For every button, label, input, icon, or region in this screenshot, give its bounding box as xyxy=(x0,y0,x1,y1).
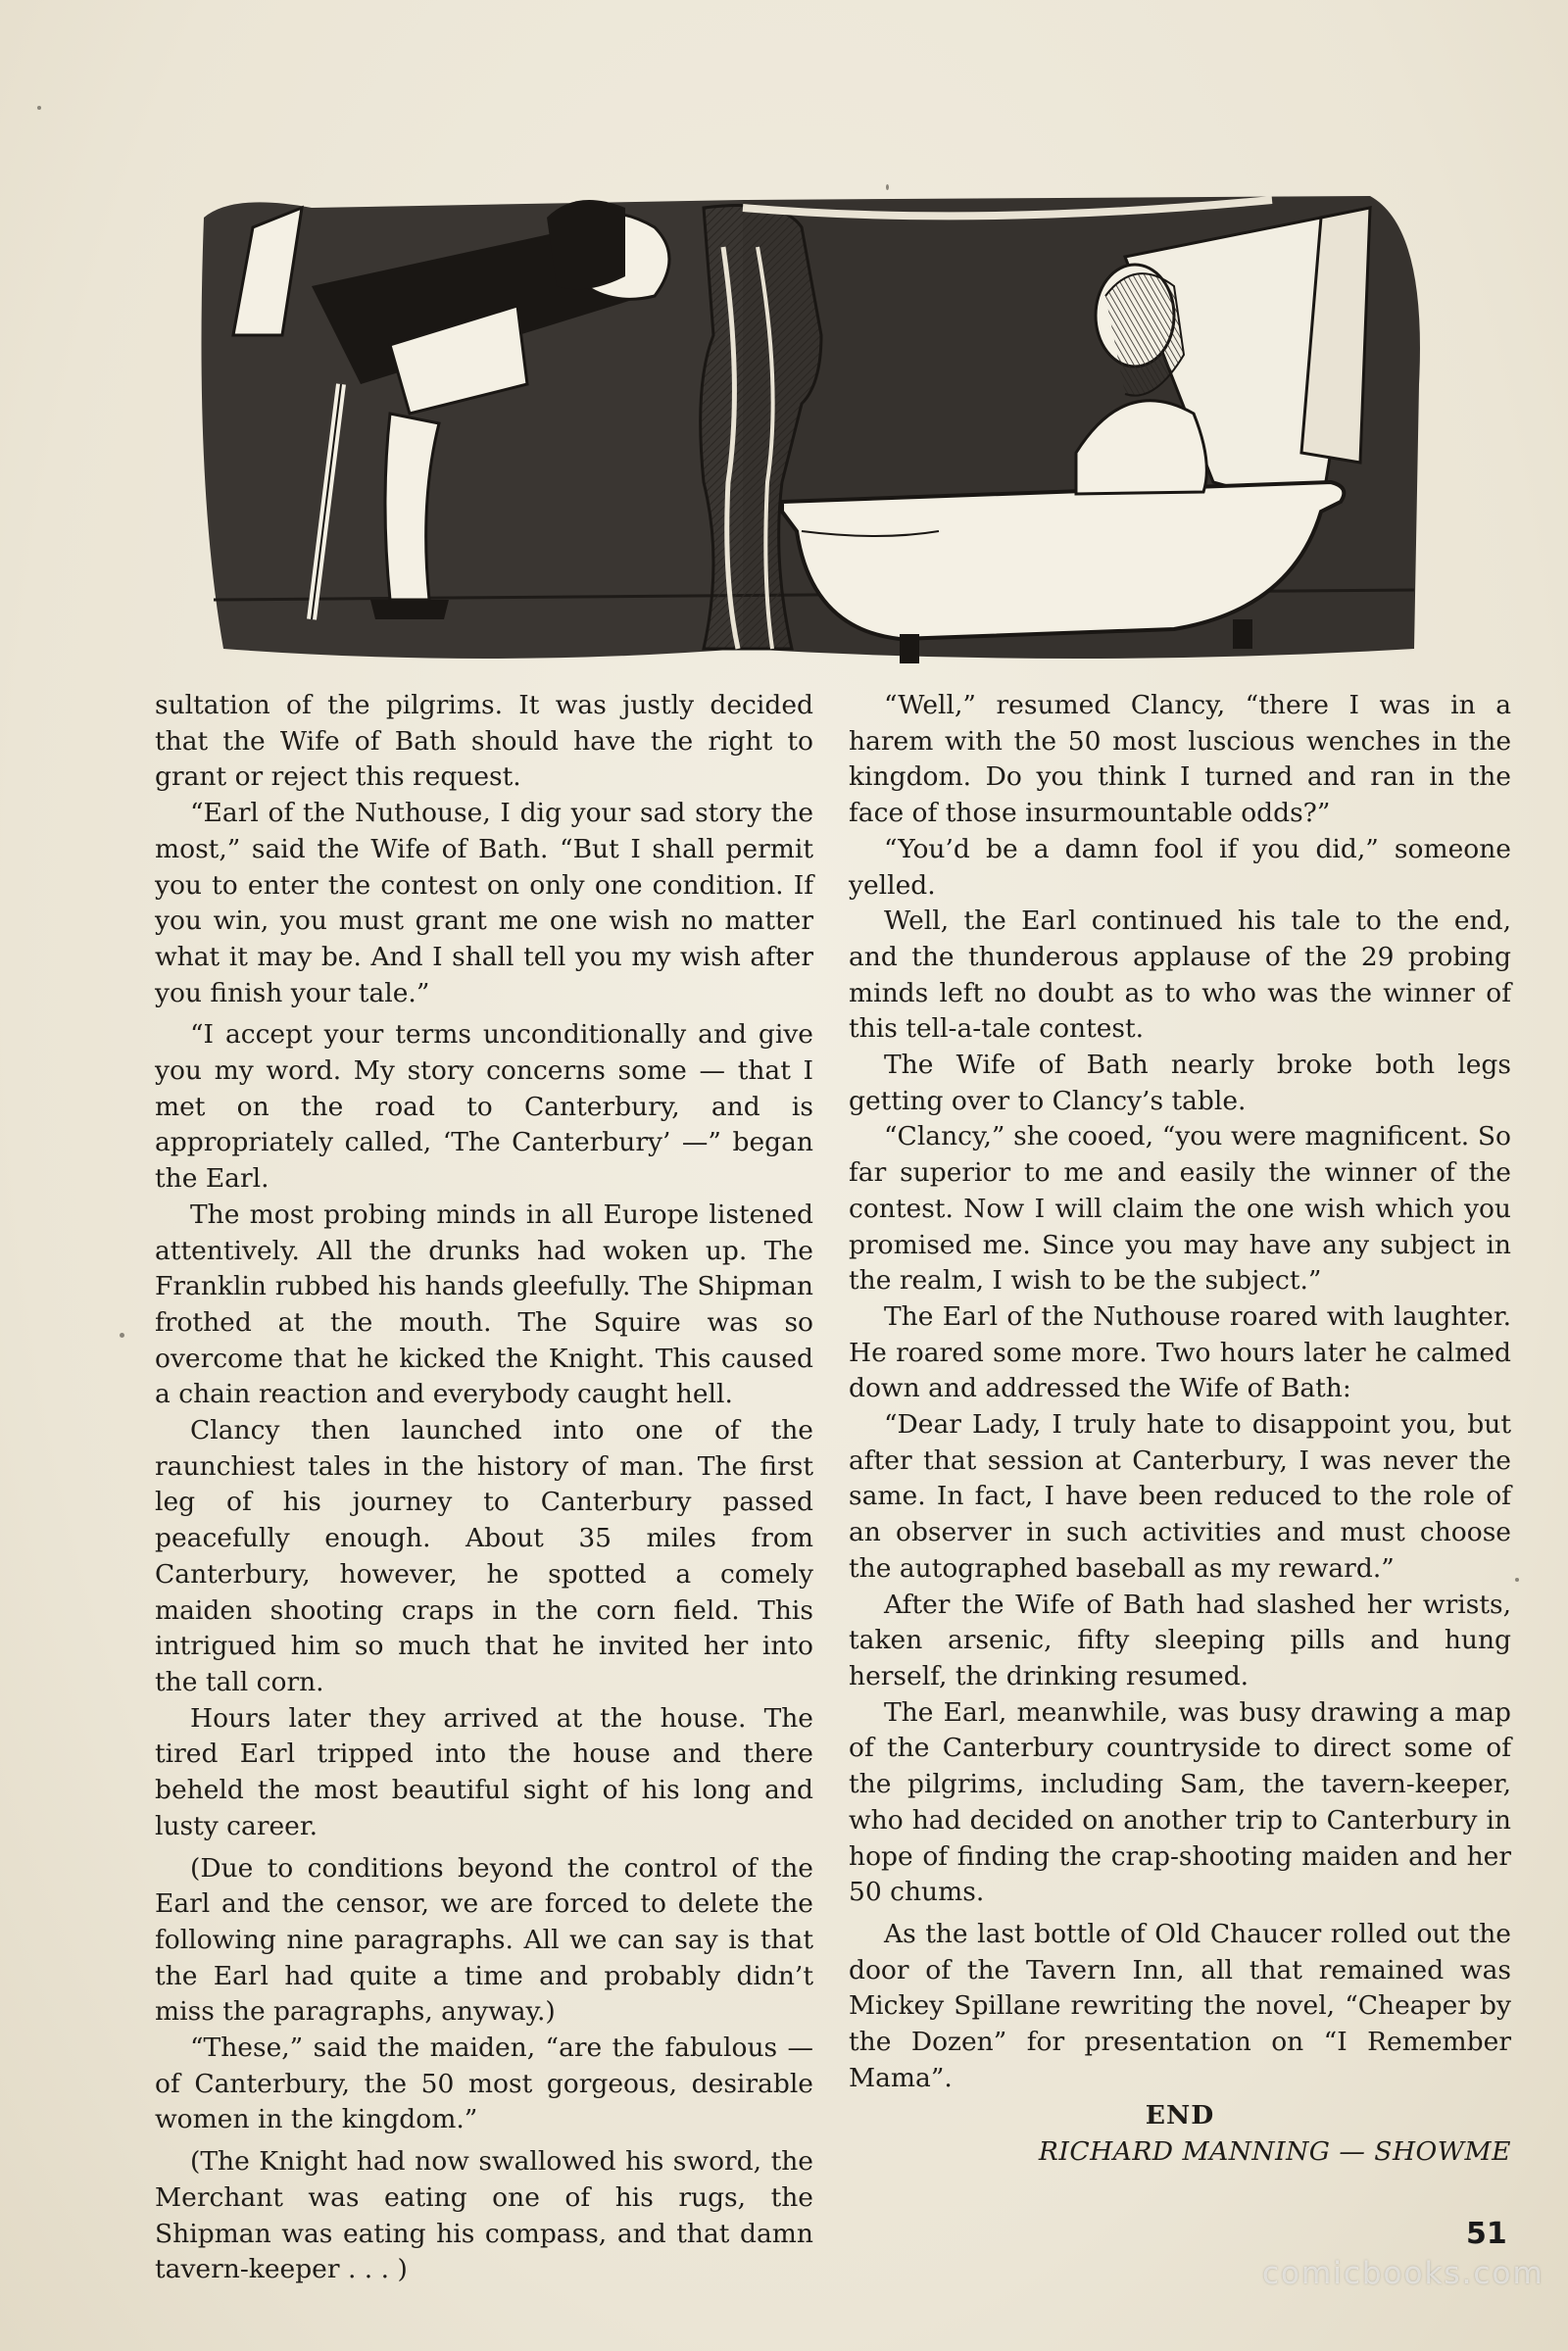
paragraph: “You’d be a damn fool if you did,” someone yelled. xyxy=(849,833,1511,901)
cartoon-illustration xyxy=(194,188,1431,688)
print-speck xyxy=(120,1333,124,1338)
print-speck xyxy=(886,184,889,190)
left-text-column xyxy=(155,688,813,2288)
paragraph: The most probing minds in all Europe listened attentively. All the drunks had woken up. The Franklin rubbed his hands gleefully. The Shipman frothed at the mouth. The Squire was so overcome that he kicked the Knight. This caused a chain reaction and everybody caught hell. xyxy=(155,1199,813,1410)
right-text-column xyxy=(849,688,1511,2171)
paragraph: The Earl, meanwhile, was busy drawing a map of the Canterbury countryside to direct some of the pilgrims, including Sam, the tavern-keeper, who had decided on another trip to Canterbury in hope of finding the crap-shooting maiden and her 50 chums. xyxy=(849,1696,1511,1908)
print-speck xyxy=(1515,1578,1519,1582)
paragraph: “Well,” resumed Clancy, “there I was in a harem with the 50 most luscious wenches in the kingdom. Do you think I turned and ran in the face of those insurmountable odds?” xyxy=(849,690,1511,829)
paragraph: The Earl of the Nuthouse roared with laughter. He roared some more. Two hours later he calmed down and addressed the Wife of Bath: xyxy=(849,1300,1511,1404)
paragraph: “These,” said the maiden, “are the fabulous — of Canterbury, the 50 most gorgeous, desirable women in the kingdom.” xyxy=(155,2033,813,2135)
paragraph: The Wife of Bath nearly broke both legs getting over to Clancy’s table. xyxy=(849,1050,1511,1116)
paragraph: “Earl of the Nuthouse, I dig your sad story the most,” said the Wife of Bath. “But I shall permit you to enter the contest on only one condition. If you win, you must grant me one wish no matter what it may be. And I shall tell you my wish after you finish your tale.” xyxy=(155,798,813,1008)
paragraph: sultation of the pilgrims. It was justly decided that the Wife of Bath should have the right to grant or reject this request. xyxy=(155,690,813,793)
paragraph: “I accept your terms unconditionally and give you my word. My story concerns some — that I met on the road to Canterbury, and is appropriately called, ‘The Canterbury’ —” began the Earl. xyxy=(155,1019,813,1195)
paragraph: (Due to conditions beyond the control of the Earl and the censor, we are forced to delete the following nine paragraphs. All we can say is that the Earl had quite a time and probably didn’t miss the paragraphs, anyway.) xyxy=(155,1852,813,2028)
paragraph: As the last bottle of Old Chaucer rolled out the door of the Tavern Inn, all that remained was Mickey Spillane rewriting the novel, “Cheaper by the Dozen” for presentation on “I Remember Mama”. xyxy=(849,1918,1511,2093)
site-watermark: comicbooks.com xyxy=(1262,2256,1544,2291)
end-mark: END xyxy=(1145,2100,1215,2131)
bathtub-cartoon-drawing xyxy=(194,188,1431,688)
print-speck xyxy=(37,106,41,110)
author-byline: RICHARD MANNING — SHOWME xyxy=(1038,2136,1511,2168)
paragraph: “Dear Lady, I truly hate to disappoint you, but after that session at Canterbury, I was never the same. In fact, I have been reduced to the role of an observer in such activities and must choose the autographed baseball as my reward.” xyxy=(849,1409,1511,1584)
paragraph: “Clancy,” she cooed, “you were magnificent. So far superior to me and easily the winner of the contest. Now I will claim the one wish which you promised me. Since you may have any subject in the realm, I wish to be the subject.” xyxy=(849,1121,1511,1297)
paragraph: (The Knight had now swallowed his sword, the Merchant was eating one of his rugs, the Shipman was eating his compass, and that damn tavern-keeper . . . ) xyxy=(155,2146,813,2285)
paragraph: Well, the Earl continued his tale to the end, and the thunderous applause of the 29 probing minds left no doubt as to who was the winner of this tell-a-tale contest. xyxy=(849,906,1511,1045)
paragraph: After the Wife of Bath had slashed her wrists, taken arsenic, fifty sleeping pills and hung herself, the drinking resumed. xyxy=(849,1589,1511,1691)
paragraph: Hours later they arrived at the house. The tired Earl tripped into the house and there beheld the most beautiful sight of his long and lusty career. xyxy=(155,1702,813,1841)
paragraph: Clancy then launched into one of the raunchiest tales in the history of man. The first leg of his journey to Canterbury passed peacefully enough. About 35 miles from Canterbury, however, he spotted a comely maiden shooting craps in the corn field. This intrigued him so much that he invited her into the tall corn. xyxy=(155,1415,813,1697)
page-number: 51 xyxy=(1466,2217,1507,2251)
